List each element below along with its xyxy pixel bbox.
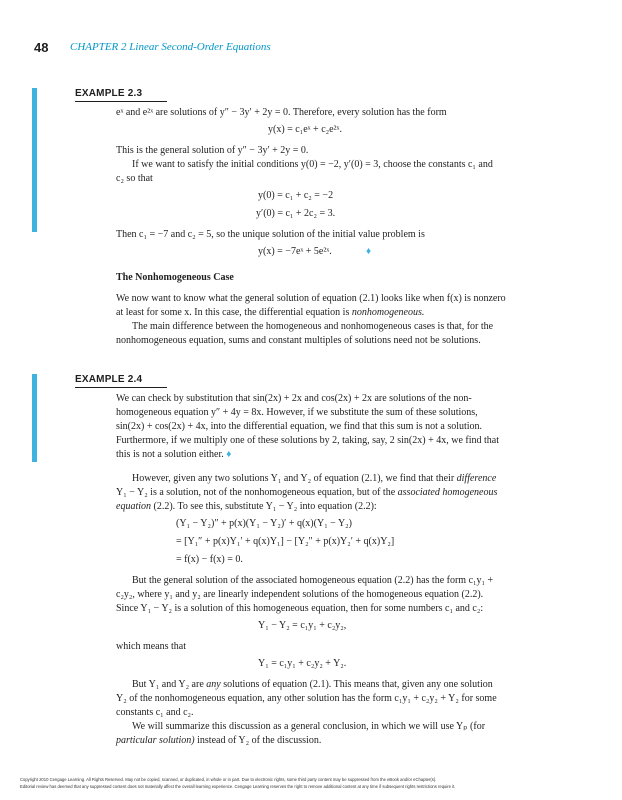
paragraph: We will summarize this discussion as a general conclusion, in which we will use Yₚ (for xyxy=(132,721,486,732)
paragraph: eˣ and e²ˣ are solutions of y″ − 3y′ + 2y = 0. Therefore, every solution has the form xyxy=(116,107,447,118)
paragraph: this is not a solution either. ♦ xyxy=(116,449,232,460)
example-rule xyxy=(75,101,167,102)
paragraph: at least for some x. In this case, the differential equation is nonhomogeneous. xyxy=(116,307,425,318)
paragraph: Y₁ − Y₂ is a solution, not of the nonhomogeneous equation, but of the associated homogeneous xyxy=(116,487,498,498)
paragraph: Y₂ of the nonhomogeneous equation, any other solution has the form c₁y₁ + c₂y₂ + Y₂ for some xyxy=(116,693,497,704)
paragraph: But Y₁ and Y₂ are any solutions of equation (2.1). This means that, given any one solution xyxy=(132,679,493,690)
equation: Y₁ − Y₂ = c₁y₁ + c₂y₂, xyxy=(258,620,347,631)
equation: = f(x) − f(x) = 0. xyxy=(176,554,243,565)
equation: y(x) = c₁eˣ + c₂e²ˣ. xyxy=(268,124,342,135)
end-of-example-icon: ♦ xyxy=(366,246,372,257)
equation: = [Y₁″ + p(x)Y₁′ + q(x)Y₁] − [Y₂″ + p(x)Y₂′ + q(x)Y₂] xyxy=(176,536,395,547)
paragraph: Since Y₁ − Y₂ is a solution of this homogeneous equation, then for some numbers c₁ and c₂: xyxy=(116,603,484,614)
paragraph: homogeneous equation y″ + 4y = 8x. However, if we substitute the sum of these solutions, xyxy=(116,407,478,418)
equation: y(x) = −7eˣ + 5e²ˣ. xyxy=(258,246,332,257)
paragraph: nonhomogeneous equation, sums and constant multiples of solutions need not be solutions. xyxy=(116,335,481,346)
end-of-example-icon: ♦ xyxy=(226,449,232,460)
equation: Y₁ = c₁y₁ + c₂y₂ + Y₂. xyxy=(258,658,347,669)
paragraph: If we want to satisfy the initial conditions y(0) = −2, y′(0) = 3, choose the constants c₁ and xyxy=(132,159,493,170)
page-number: 48 xyxy=(34,40,49,55)
chapter-title: CHAPTER 2 Linear Second-Order Equations xyxy=(70,41,271,53)
section-heading: The Nonhomogeneous Case xyxy=(116,272,234,283)
paragraph: equation (2.2). To see this, substitute Y₁ − Y₂ into equation (2.2): xyxy=(116,501,377,512)
paragraph: constants c₁ and c₂. xyxy=(116,707,194,718)
paragraph: sin(2x) + cos(2x) + 4x, into the differential equation, we find that this sum is not a solution. xyxy=(116,421,483,432)
paragraph: Furthermore, if we multiply one of these solutions by 2, taking, say, 2 sin(2x) + 4x, we find that xyxy=(116,435,499,446)
paragraph: The main difference between the homogeneous and nonhomogeneous cases is that, for the xyxy=(132,321,494,332)
page-header xyxy=(0,0,622,72)
copyright-footer: Copyright 2010 Cengage Learning. All Rights Reserved. May not be copied, scanned, or duplicated, in whole or in part. Due to electronic rights, some third party content may be suppressed from the eBook and/or eChapter(s). xyxy=(20,777,437,782)
paragraph: c₂y₂, where y₁ and y₂ are linearly independent solutions of the homogeneous equation (2.2). xyxy=(116,589,484,600)
example-label: EXAMPLE 2.4 xyxy=(75,374,143,385)
paragraph: particular solution) instead of Y₂ of the discussion. xyxy=(116,735,322,746)
paragraph: We can check by substitution that sin(2x) + 2x and cos(2x) + 2x are solutions of the non- xyxy=(116,393,472,404)
equation: y(0) = c₁ + c₂ = −2 xyxy=(258,190,334,201)
example-label: EXAMPLE 2.3 xyxy=(75,88,143,99)
equation: y′(0) = c₁ + 2c₂ = 3. xyxy=(256,208,336,219)
copyright-footer: Editorial review has deemed that any suppressed content does not materially affect the overall learning experience. Cengage Learning reserves the right to remove additional content at any time if subsequent rights restrictions require it. xyxy=(20,784,456,789)
paragraph: But the general solution of the associated homogeneous equation (2.2) has the form c₁y₁ + xyxy=(132,575,494,586)
paragraph: c₂ so that xyxy=(116,173,153,184)
example-sidebar-marker xyxy=(32,374,37,462)
paragraph: Then c₁ = −7 and c₂ = 5, so the unique solution of the initial value problem is xyxy=(116,229,425,240)
example-rule xyxy=(75,387,167,388)
example-sidebar-marker xyxy=(32,88,37,232)
paragraph: However, given any two solutions Y₁ and Y₂ of equation (2.1), we find that their difference xyxy=(132,473,497,484)
paragraph: which means that xyxy=(116,641,186,652)
paragraph: We now want to know what the general solution of equation (2.1) looks like when f(x) is nonzero xyxy=(116,293,506,304)
equation: (Y₁ − Y₂)″ + p(x)(Y₁ − Y₂)′ + q(x)(Y₁ − Y₂) xyxy=(176,518,352,529)
paragraph: This is the general solution of y″ − 3y′ + 2y = 0. xyxy=(116,145,309,156)
